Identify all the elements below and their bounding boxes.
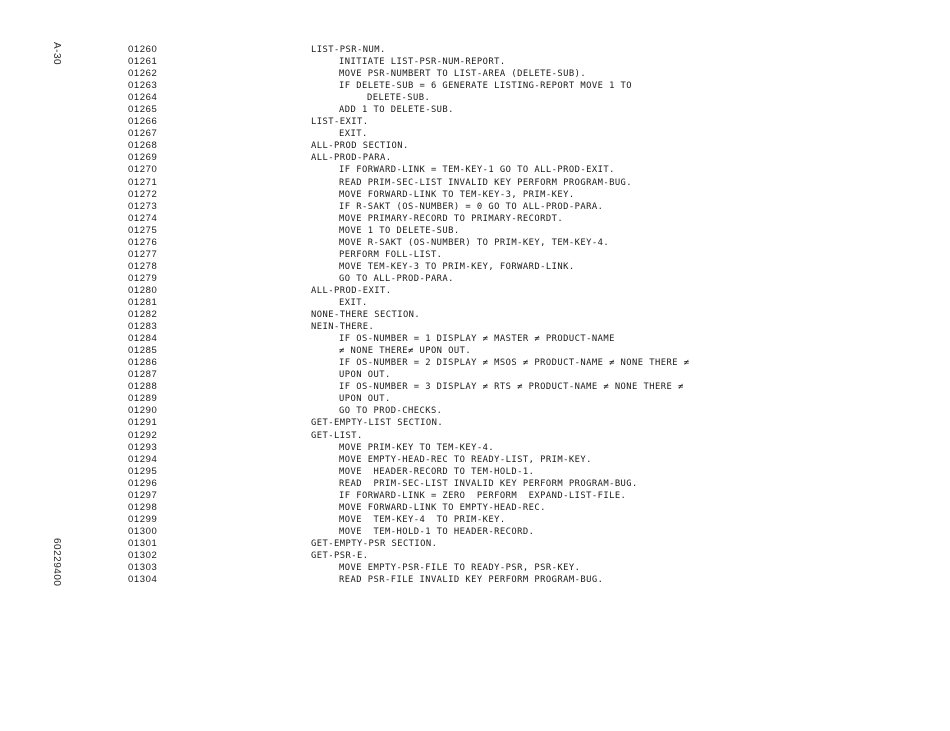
line-number: 01273 xyxy=(128,200,158,212)
line-number: 01267 xyxy=(128,128,158,140)
listing-line xyxy=(0,550,950,562)
line-number: 01261 xyxy=(128,56,158,68)
line-number: 01283 xyxy=(128,321,158,333)
line-number: 01296 xyxy=(128,477,158,489)
line-number: 01300 xyxy=(128,525,158,537)
line-number: 01297 xyxy=(128,489,158,501)
line-code: IF OS-NUMBER = 1 DISPLAY ≠ MASTER ≠ PRODUCT-NAME xyxy=(339,334,615,345)
line-number: 01263 xyxy=(128,80,158,92)
line-code: UPON OUT. xyxy=(339,394,391,405)
line-number: 01269 xyxy=(128,152,158,164)
line-number: 01289 xyxy=(128,393,158,405)
line-code: MOVE TEM-KEY-4 TO PRIM-KEY. xyxy=(339,514,506,525)
line-number: 01287 xyxy=(128,369,158,381)
line-code: LIST-PSR-NUM. xyxy=(311,45,386,55)
listing-line xyxy=(0,526,950,538)
listing-line xyxy=(0,417,950,429)
line-number: 01275 xyxy=(128,224,158,236)
line-number: 01301 xyxy=(128,537,158,549)
line-code: MOVE PRIMARY-RECORD TO PRIMARY-RECORDT. xyxy=(339,213,564,224)
line-number: 01264 xyxy=(128,92,158,104)
listing-line xyxy=(0,164,950,176)
listing-line xyxy=(0,297,950,309)
listing-line xyxy=(0,92,950,104)
line-number: 01266 xyxy=(128,116,158,128)
line-number: 01295 xyxy=(128,465,158,477)
line-code: UPON OUT. xyxy=(339,370,391,381)
line-number: 01294 xyxy=(128,453,158,465)
line-number: 01270 xyxy=(128,164,158,176)
line-code: PERFORM FOLL-LIST. xyxy=(339,249,443,260)
line-number: 01282 xyxy=(128,309,158,321)
listing-line xyxy=(0,80,950,92)
listing-line xyxy=(0,333,950,345)
line-code: READ PRIM-SEC-LIST INVALID KEY PERFORM PROGRAM-BUG. xyxy=(339,177,633,188)
line-code: IF FORWARD-LINK = ZERO PERFORM EXPAND-LIST-FILE. xyxy=(339,490,627,501)
listing-line xyxy=(0,285,950,297)
listing-line xyxy=(0,321,950,333)
listing-line xyxy=(0,430,950,442)
line-code: MOVE EMPTY-HEAD-REC TO READY-LIST, PRIM-KEY. xyxy=(339,454,592,465)
line-code: READ PSR-FILE INVALID KEY PERFORM PROGRAM-BUG. xyxy=(339,575,604,586)
line-code: MOVE HEADER-RECORD TO TEM-HOLD-1. xyxy=(339,466,535,477)
line-number: 01298 xyxy=(128,501,158,513)
line-code: IF R-SAKT (OS-NUMBER) = 0 GO TO ALL-PROD-PARA. xyxy=(339,201,604,212)
line-code: MOVE EMPTY-PSR-FILE TO READY-PSR, PSR-KEY. xyxy=(339,563,581,574)
listing-line xyxy=(0,152,950,164)
line-code: NEIN-THERE. xyxy=(311,322,375,333)
line-code: MOVE FORWARD-LINK TO TEM-KEY-3, PRIM-KEY. xyxy=(339,189,575,200)
line-number: 01277 xyxy=(128,248,158,260)
listing-line xyxy=(0,538,950,550)
line-number: 01284 xyxy=(128,333,158,345)
listing-line xyxy=(0,454,950,466)
line-code: IF OS-NUMBER = 2 DISPLAY ≠ MSOS ≠ PRODUCT-NAME ≠ NONE THERE ≠ xyxy=(339,358,690,369)
line-number: 01268 xyxy=(128,140,158,152)
code-listing xyxy=(0,44,950,586)
line-code: GET-EMPTY-LIST SECTION. xyxy=(311,418,444,429)
line-code: GO TO ALL-PROD-PARA. xyxy=(339,273,454,284)
listing-line xyxy=(0,189,950,201)
line-code: MOVE TEM-KEY-3 TO PRIM-KEY, FORWARD-LINK. xyxy=(339,261,575,272)
listing-line xyxy=(0,514,950,526)
line-code: READ PRIM-SEC-LIST INVALID KEY PERFORM PROGRAM-BUG. xyxy=(339,478,638,489)
line-code: DELETE-SUB. xyxy=(367,93,431,104)
line-number: 01276 xyxy=(128,236,158,248)
listing-line xyxy=(0,249,950,261)
line-code: MOVE R-SAKT (OS-NUMBER) TO PRIM-KEY, TEM-KEY-4. xyxy=(339,237,610,248)
listing-line xyxy=(0,478,950,490)
line-code: ≠ NONE THERE≠ UPON OUT. xyxy=(339,346,472,357)
line-number: 01278 xyxy=(128,260,158,272)
line-code: IF DELETE-SUB = 6 GENERATE LISTING-REPORT MOVE 1 TO xyxy=(339,81,633,92)
line-number: 01262 xyxy=(128,68,158,80)
line-number: 01279 xyxy=(128,272,158,284)
line-code: IF FORWARD-LINK = TEM-KEY-1 GO TO ALL-PROD-EXIT. xyxy=(339,165,615,176)
line-number: 01299 xyxy=(128,513,158,525)
line-number: 01280 xyxy=(128,284,158,296)
line-code: ADD 1 TO DELETE-SUB. xyxy=(339,105,454,116)
line-code: ALL-PROD-EXIT. xyxy=(311,285,392,296)
listing-line xyxy=(0,44,950,56)
line-number: 01281 xyxy=(128,296,158,308)
listing-line xyxy=(0,490,950,502)
page-label: A-30 xyxy=(51,42,62,66)
listing-line xyxy=(0,562,950,574)
listing-line xyxy=(0,128,950,140)
line-number: 01274 xyxy=(128,212,158,224)
listing-line xyxy=(0,574,950,586)
listing-line xyxy=(0,345,950,357)
line-code: INITIATE LIST-PSR-NUM-REPORT. xyxy=(339,57,506,68)
listing-line xyxy=(0,369,950,381)
line-number: 01260 xyxy=(128,44,158,55)
line-number: 01304 xyxy=(128,574,158,586)
listing-line xyxy=(0,116,950,128)
listing-line xyxy=(0,357,950,369)
listing-line xyxy=(0,381,950,393)
line-code: GET-PSR-E. xyxy=(311,550,369,561)
line-code: EXIT. xyxy=(339,129,368,140)
listing-line xyxy=(0,442,950,454)
line-number: 01272 xyxy=(128,188,158,200)
listing-line xyxy=(0,201,950,213)
line-code: MOVE PRIM-KEY TO TEM-KEY-4. xyxy=(339,442,495,453)
line-number: 01291 xyxy=(128,417,158,429)
line-number: 01265 xyxy=(128,104,158,116)
line-number: 01302 xyxy=(128,549,158,561)
line-code: IF OS-NUMBER = 3 DISPLAY ≠ RTS ≠ PRODUCT-NAME ≠ NONE THERE ≠ xyxy=(339,382,684,393)
listing-line xyxy=(0,140,950,152)
listing-line xyxy=(0,225,950,237)
line-number: 01285 xyxy=(128,345,158,357)
line-code: NONE-THERE SECTION. xyxy=(311,310,421,321)
document-number: 60229400 xyxy=(51,538,62,587)
line-code: ALL-PROD-PARA. xyxy=(311,153,392,164)
listing-line xyxy=(0,405,950,417)
listing-line xyxy=(0,393,950,405)
listing-line xyxy=(0,104,950,116)
listing-line xyxy=(0,261,950,273)
line-code: MOVE 1 TO DELETE-SUB. xyxy=(339,225,460,236)
listing-line xyxy=(0,466,950,478)
line-number: 01303 xyxy=(128,562,158,574)
listing-line xyxy=(0,273,950,285)
line-code: GO TO PROD-CHECKS. xyxy=(339,406,443,417)
listing-line xyxy=(0,177,950,189)
line-number: 01290 xyxy=(128,405,158,417)
line-number: 01271 xyxy=(128,176,158,188)
listing-line xyxy=(0,56,950,68)
line-code: MOVE PSR-NUMBERT TO LIST-AREA (DELETE-SUB). xyxy=(339,69,587,80)
listing-line xyxy=(0,68,950,80)
listing-line xyxy=(0,237,950,249)
line-code: MOVE FORWARD-LINK TO EMPTY-HEAD-REC. xyxy=(339,502,546,513)
line-number: 01288 xyxy=(128,381,158,393)
line-code: ALL-PROD SECTION. xyxy=(311,141,409,152)
line-number: 01292 xyxy=(128,429,158,441)
line-code: EXIT. xyxy=(339,297,368,308)
line-number: 01286 xyxy=(128,357,158,369)
line-code: GET-LIST. xyxy=(311,430,363,441)
line-code: LIST-EXIT. xyxy=(311,117,369,128)
line-number: 01293 xyxy=(128,441,158,453)
listing-line xyxy=(0,213,950,225)
line-code: GET-EMPTY-PSR SECTION. xyxy=(311,538,438,549)
listing-line xyxy=(0,309,950,321)
listing-line xyxy=(0,502,950,514)
line-code: MOVE TEM-HOLD-1 TO HEADER-RECORD. xyxy=(339,526,535,537)
